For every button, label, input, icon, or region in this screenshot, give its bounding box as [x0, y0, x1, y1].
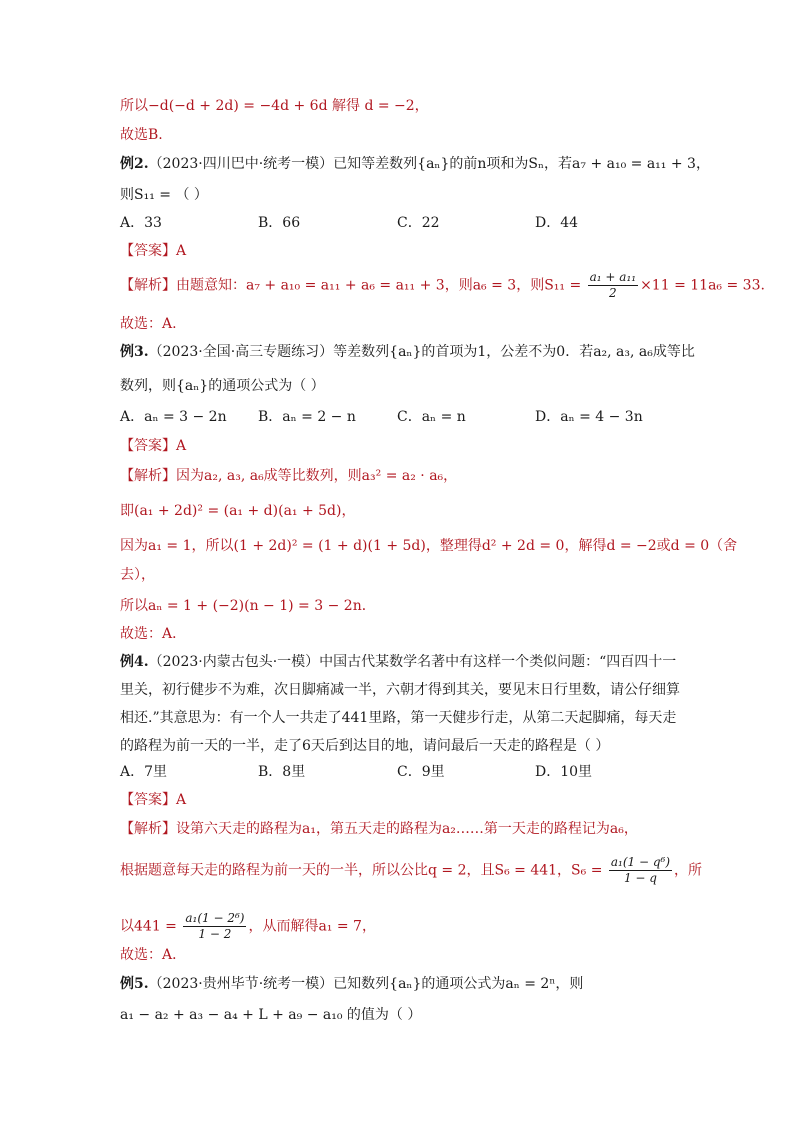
example-source: （2023·贵州毕节·统考一模） — [148, 976, 334, 992]
solution-text: 因为a₂, a₃, a₆成等比数列，则a₃² = a₂ · a₆， — [176, 468, 458, 484]
example-source: （2023·内蒙古包头·一模） — [148, 654, 320, 670]
example-3-question-cont: 数列，则{aₙ}的通项公式为（ ） — [120, 378, 325, 394]
example-2-question-cont: 则S₁₁ = （ ） — [120, 187, 208, 203]
example-source: （2023·全国·高三专题练习） — [148, 344, 334, 360]
example-label: 例3. — [120, 344, 149, 360]
question-text: 已知等差数列{aₙ}的前n项和为Sₙ，若a₇ + a₁₀ = a₁₁ + 3， — [333, 156, 710, 172]
question-text: 已知数列{aₙ}的通项公式为aₙ = 2ⁿ，则 — [333, 976, 584, 992]
question-line: 的路程为前一天的一半，走了6天后到达目的地，请问最后一天走的路程是（ ） — [120, 738, 610, 754]
option-b: B．66 — [258, 215, 301, 231]
solution-step: 去）， — [120, 567, 155, 583]
solution-step — [120, 855, 702, 886]
solution-label: 【解析】 — [120, 468, 176, 484]
solution-step: 即(a₁ + 2d)² = (a₁ + d)(a₁ + 5d)， — [120, 503, 356, 519]
question-line: 相还.”其意思为：有一个人一共走了441里路，第一天健步行走，从第二天起脚痛，每天走 — [120, 710, 677, 726]
option-d: D．aₙ = 4 − 3n — [535, 409, 643, 425]
example-2-solution — [120, 270, 765, 301]
prev-solution-line: 所以−d(−d + 2d) = −4d + 6d 解得 d = −2， — [120, 98, 429, 114]
fraction-denominator: 1 − 2 — [198, 927, 232, 941]
example-3-question — [120, 342, 695, 362]
example-label: 例5. — [120, 976, 149, 992]
answer-label: 【答案】A — [120, 792, 187, 808]
solution-step: 因为a₁ = 1，所以(1 + 2d)² = (1 + d)(1 + 5d)，整理得d² + 2d = 0，解得d = −2或d = 0（舍 — [120, 538, 738, 554]
option-a: A．33 — [120, 215, 162, 231]
solution-text: ，从而解得a₁ = 7， — [248, 918, 376, 935]
option-c: C．aₙ = n — [397, 409, 466, 425]
example-3-solution — [120, 466, 457, 486]
example-2-question — [120, 154, 710, 174]
option-c: C．9里 — [397, 764, 445, 780]
question-line: 里关，初行健步不为难，次日脚痛减一半，六朝才得到其关，要见末日行里数，请公仔细算 — [120, 682, 680, 698]
option-b: B．8里 — [258, 764, 306, 780]
example-4-solution — [120, 819, 638, 839]
example-source: （2023·四川巴中·统考一模） — [148, 156, 334, 172]
solution-text: 根据题意每天走的路程为前一天的一半，所以公比q = 2，且S₆ = 441，S₆ = — [120, 862, 603, 879]
question-text: 等差数列{aₙ}的首项为1，公差不为0．若a₂, a₃, a₆成等比 — [333, 344, 695, 360]
fraction-denominator: 2 — [609, 286, 617, 300]
solution-text: 以441 = — [120, 918, 177, 935]
example-label: 例2. — [120, 156, 149, 172]
solution-tail: ×11 = 11a₆ = 33. — [640, 277, 765, 294]
fraction — [588, 270, 638, 301]
example-label: 例4. — [120, 654, 149, 670]
example-4-question — [120, 652, 676, 672]
fraction — [183, 911, 246, 942]
option-c: C．22 — [397, 215, 440, 231]
solution-label: 【解析】 — [120, 821, 176, 837]
option-d: D．44 — [535, 215, 579, 231]
example-5-question-cont: a₁ − a₂ + a₃ − a₄ + L + a₉ − a₁₀ 的值为（ ） — [120, 1007, 422, 1023]
solution-text: 设第六天走的路程为a₁，第五天走的路程为a₂……第一天走的路程记为a₆， — [176, 821, 638, 837]
solution-label: 【解析】 — [120, 277, 176, 294]
example-4-conclusion: 故选：A． — [120, 947, 187, 963]
example-2-conclusion: 故选：A. — [120, 316, 177, 332]
fraction-numerator: a₁ + a₁₁ — [589, 270, 637, 284]
prev-conclusion: 故选B. — [120, 127, 163, 143]
fraction-denominator: 1 − q — [623, 871, 657, 885]
solution-step — [120, 911, 376, 942]
option-a: A．7里 — [120, 764, 168, 780]
question-text: 中国古代某数学名著中有这样一个类似问题：“四百四十一 — [319, 654, 677, 670]
fraction-numerator: a₁(1 − 2⁶) — [185, 911, 245, 925]
option-b: B．aₙ = 2 − n — [258, 409, 356, 425]
option-a: A．aₙ = 3 − 2n — [120, 409, 227, 425]
fraction-numerator: a₁(1 − q⁶) — [610, 855, 671, 869]
answer-label: 【答案】A — [120, 243, 187, 259]
solution-text: ，所 — [674, 862, 703, 879]
option-d: D．10里 — [535, 764, 593, 780]
solution-step: 所以aₙ = 1 + (−2)(n − 1) = 3 − 2n． — [120, 598, 376, 614]
solution-text: 由题意知：a₇ + a₁₀ = a₁₁ + a₆ = a₁₁ + 3，则a₆ = 3，则S₁₁ = — [176, 277, 582, 294]
example-3-conclusion: 故选：A． — [120, 626, 187, 642]
answer-label: 【答案】A — [120, 438, 187, 454]
example-5-question — [120, 974, 583, 994]
fraction — [609, 855, 672, 886]
